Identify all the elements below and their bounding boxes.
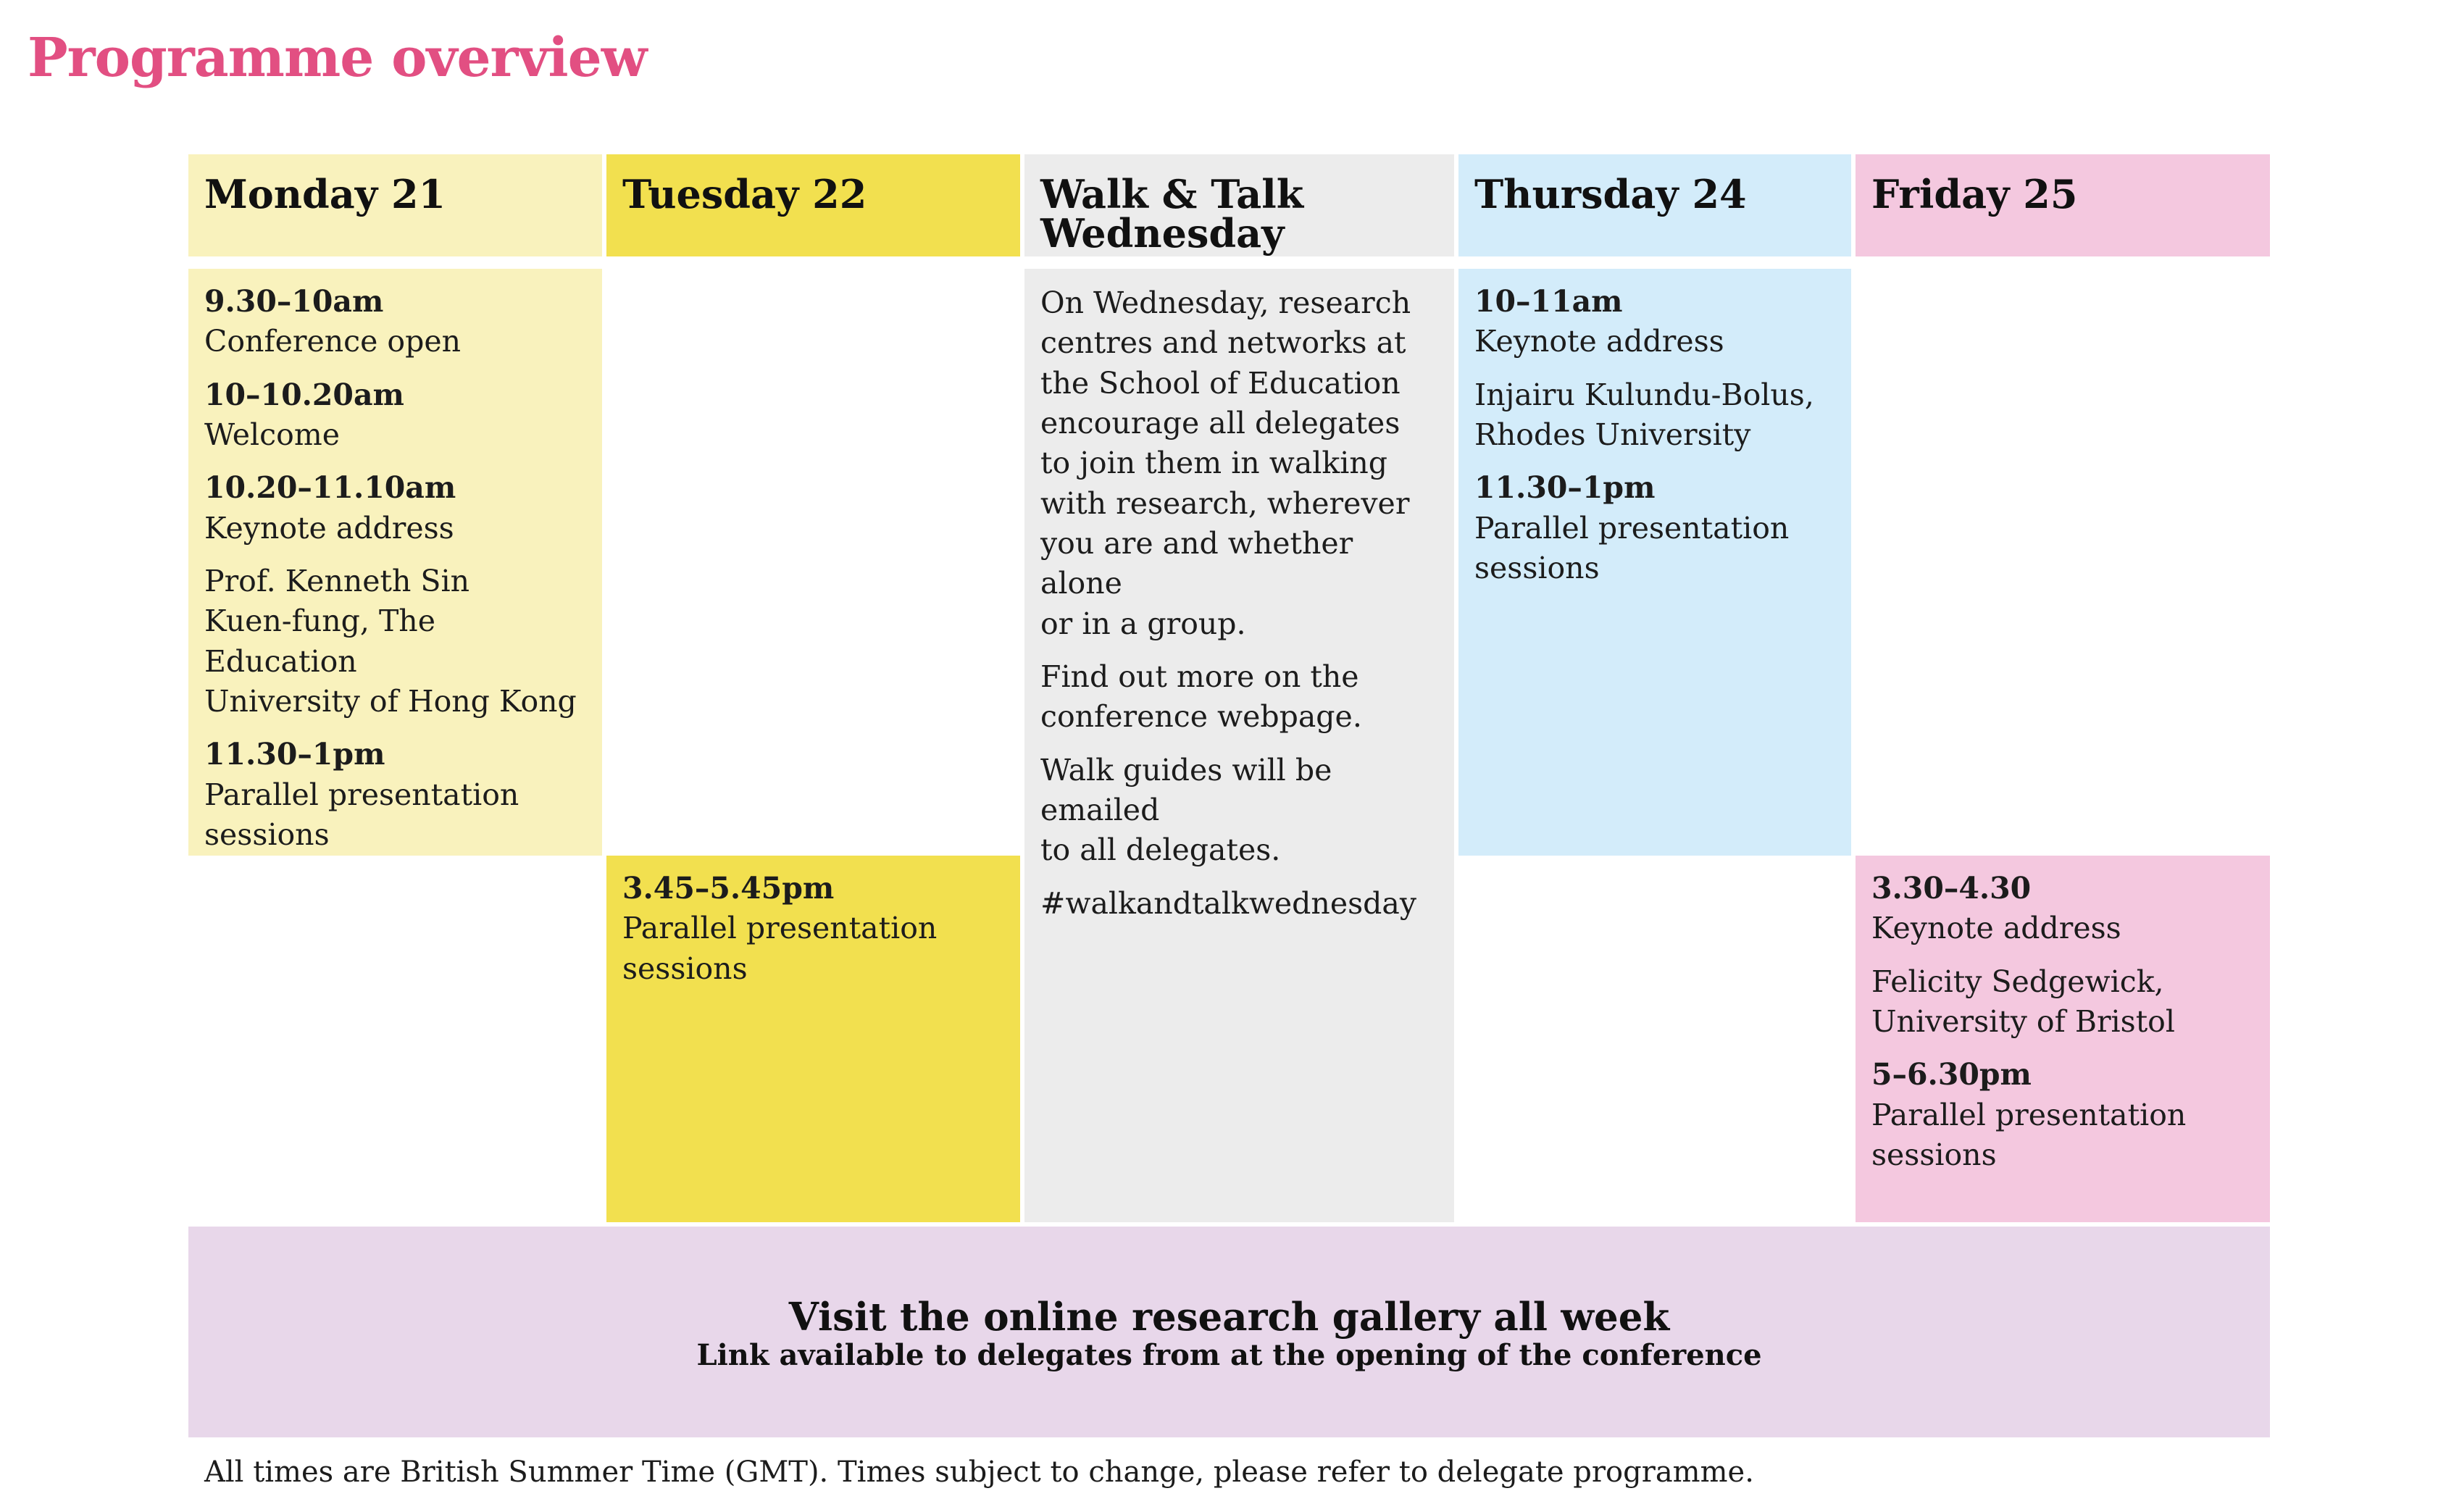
gallery-subtitle: Link available to delegates from at the opening of the conference <box>696 1338 1762 1372</box>
session-title: Keynote address <box>204 510 454 546</box>
session-time: 5–6.30pm <box>1871 1057 2032 1093</box>
wednesday-block <box>1024 269 1454 1222</box>
session-title: sessions <box>1871 1137 1997 1173</box>
text-line: Find out more on the <box>1040 659 1359 695</box>
gallery-banner <box>188 1227 2270 1437</box>
hashtag-text: #walkandtalkwednesday <box>1040 885 1416 921</box>
header-wednesday <box>1024 154 1454 256</box>
speaker-name: Felicity Sedgewick, <box>1871 964 2164 999</box>
header-thursday <box>1458 154 1851 256</box>
header-friday <box>1856 154 2270 256</box>
speaker-affiliation: Rhodes University <box>1474 417 1751 453</box>
text-line: the School of Education <box>1040 365 1401 401</box>
wednesday-paragraph-1 <box>1040 283 1438 644</box>
session-time: 11.30–1pm <box>204 737 385 772</box>
session-time: 10–11am <box>1474 284 1623 319</box>
text-line: conference webpage. <box>1040 699 1362 735</box>
header-friday-label: Friday 25 <box>1871 171 2078 217</box>
header-wednesday-label-1: Walk & Talk <box>1040 171 1304 217</box>
page-title: Programme overview <box>28 27 647 89</box>
text-line: On Wednesday, research <box>1040 285 1411 320</box>
text-line: to all delegates. <box>1040 832 1281 868</box>
session-title: sessions <box>1474 551 1600 586</box>
session-title: Parallel presentation <box>622 911 938 946</box>
header-tuesday-label: Tuesday 22 <box>622 171 867 217</box>
session-title: sessions <box>204 817 330 853</box>
session-title: sessions <box>622 951 748 986</box>
header-wednesday-label-2: Wednesday <box>1040 210 1285 256</box>
wednesday-paragraph-3 <box>1040 751 1438 871</box>
session-time: 3.30–4.30 <box>1871 871 2032 906</box>
text-line: to join them in walking <box>1040 446 1388 481</box>
session-title: Parallel presentation <box>1474 510 1790 546</box>
speaker-name: Injairu Kulundu-Bolus, <box>1474 377 1814 412</box>
header-monday-label: Monday 21 <box>204 171 446 217</box>
session-time: 10–10.20am <box>204 377 404 412</box>
session-time: 10.20–11.10am <box>204 470 456 506</box>
thursday-morning-block <box>1458 269 1851 856</box>
session-title: Conference open <box>204 324 462 359</box>
wednesday-hashtag <box>1040 884 1438 924</box>
text-line: Walk guides will be emailed <box>1040 752 1332 828</box>
header-tuesday <box>606 154 1020 256</box>
session-title: Keynote address <box>1474 324 1724 359</box>
text-line: or in a group. <box>1040 606 1246 641</box>
text-line: with research, wherever <box>1040 485 1410 521</box>
session-title: Keynote address <box>1871 911 2121 946</box>
timezone-footnote: All times are British Summer Time (GMT). Times subject to change, please refer to delegate programme. <box>204 1455 1754 1489</box>
session-time: 3.45–5.45pm <box>622 871 835 906</box>
speaker-name: Prof. Kenneth Sin <box>204 564 470 599</box>
header-monday <box>188 154 602 256</box>
session-time: 11.30–1pm <box>1474 470 1656 506</box>
text-line: encourage all delegates <box>1040 406 1401 441</box>
monday-morning-block <box>188 269 602 856</box>
speaker-affiliation: University of Bristol <box>1871 1004 2175 1040</box>
wednesday-paragraph-2 <box>1040 657 1438 738</box>
friday-afternoon-block <box>1856 856 2270 1222</box>
header-thursday-label: Thursday 24 <box>1474 171 1747 217</box>
text-line: you are and whether alone <box>1040 526 1353 601</box>
text-line: centres and networks at <box>1040 325 1406 361</box>
session-title: Parallel presentation <box>1871 1097 2187 1132</box>
speaker-affiliation: University of Hong Kong <box>204 684 577 719</box>
session-title: Welcome <box>204 417 340 453</box>
speaker-name: Kuen-fung, The Education <box>204 603 435 679</box>
session-title: Parallel presentation <box>204 777 519 812</box>
tuesday-afternoon-block <box>606 856 1020 1222</box>
gallery-title: Visit the online research gallery all week <box>788 1295 1670 1340</box>
session-time: 9.30–10am <box>204 284 384 319</box>
